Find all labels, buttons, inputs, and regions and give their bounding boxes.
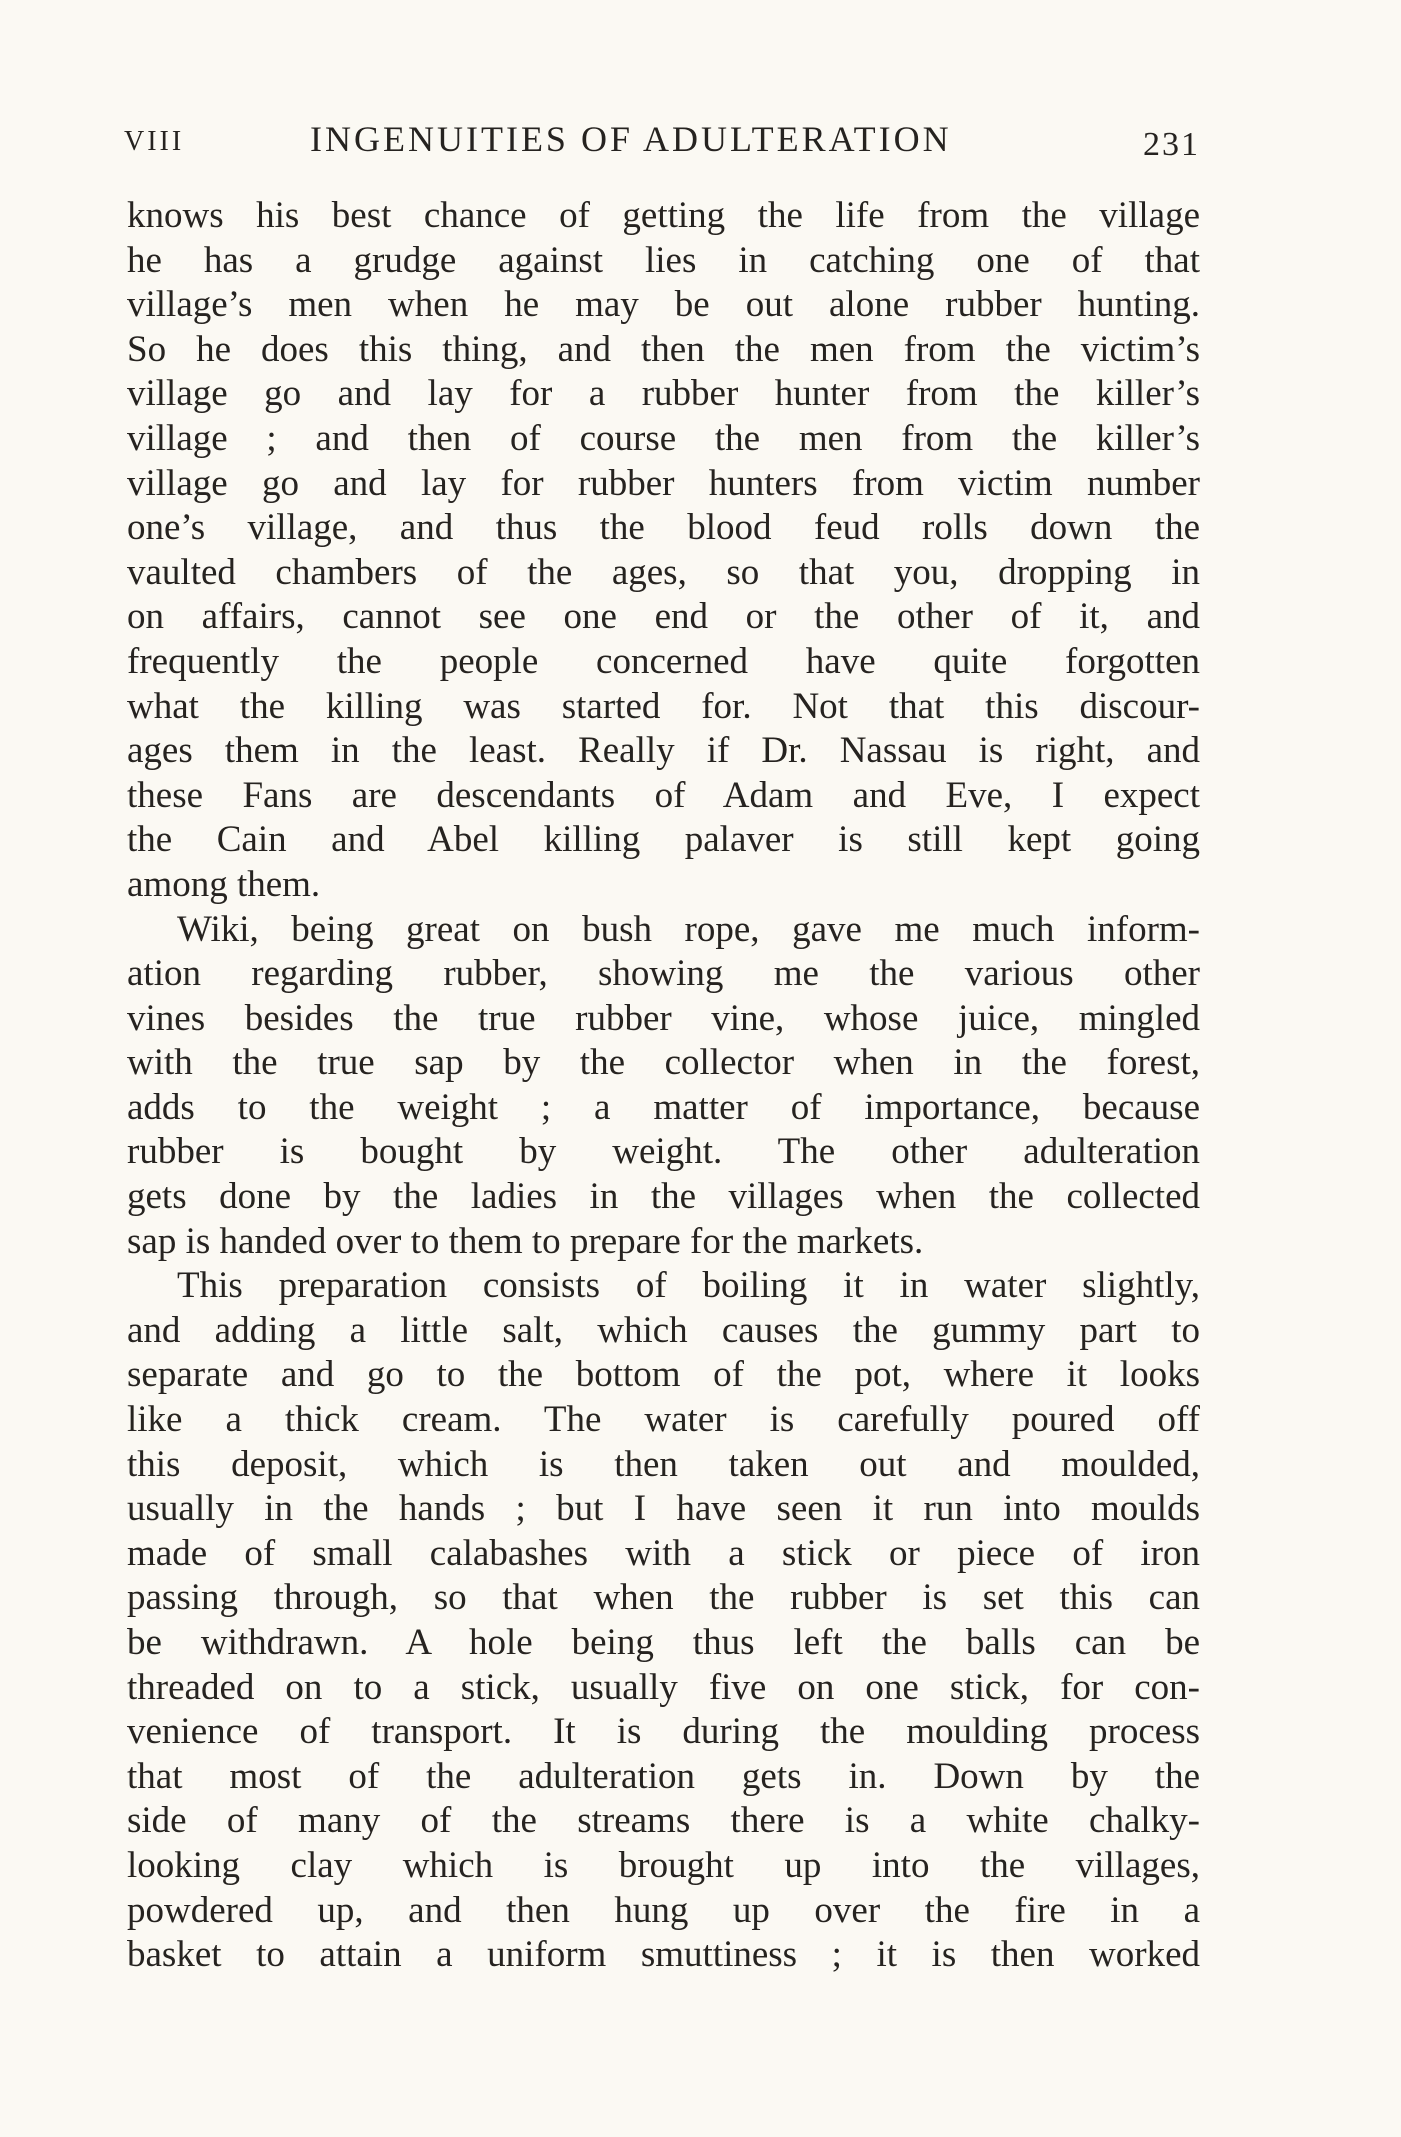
text-line: knows his best chance of getting the life from the village xyxy=(127,195,1200,236)
text-line: frequently the people concerned have quite forgotten xyxy=(127,640,1200,682)
text-line: like a thick cream. The water is carefully poured off xyxy=(127,1399,1200,1441)
text-line: among them. xyxy=(127,863,321,905)
text-line: vines besides the true rubber vine, whose juice, mingled xyxy=(127,997,1200,1039)
text-line: looking clay which is brought up into the villages, xyxy=(127,1844,1200,1886)
text-line: separate and go to the bottom of the pot, where it looks xyxy=(127,1354,1200,1396)
chapter-number: VIII xyxy=(124,126,185,157)
text-line: village’s men when he may be out alone rubber hunting. xyxy=(127,284,1200,326)
text-line: these Fans are descendants of Adam and Eve, I expect xyxy=(127,774,1200,816)
text-line: ation regarding rubber, showing me the various other xyxy=(127,953,1200,995)
running-title: INGENUITIES OF ADULTERATION xyxy=(310,119,952,159)
text-line: So he does this thing, and then the men from the victim’s xyxy=(127,328,1200,370)
text-line: vaulted chambers of the ages, so that you, dropping in xyxy=(127,551,1200,593)
text-line: on affairs, cannot see one end or the other of it, and xyxy=(127,596,1200,638)
text-line: passing through, so that when the rubber is set this can xyxy=(127,1577,1200,1619)
text-line: village go and lay for rubber hunters from victim number xyxy=(127,462,1200,504)
body-text xyxy=(127,194,1200,1978)
text-line: be withdrawn. A hole being thus left the balls can be xyxy=(127,1622,1200,1663)
text-line: the Cain and Abel killing palaver is still kept going xyxy=(127,819,1200,861)
text-line: that most of the adulteration gets in. Down by the xyxy=(127,1755,1200,1797)
text-line: rubber is bought by weight. The other adulteration xyxy=(127,1131,1200,1173)
running-head xyxy=(124,118,1200,168)
text-line: this deposit, which is then taken out and moulded, xyxy=(127,1443,1200,1485)
text-line: village go and lay for a rubber hunter from the killer’s xyxy=(127,373,1200,415)
text-line: what the killing was started for. Not that this discour- xyxy=(127,685,1200,727)
text-line: usually in the hands ; but I have seen it run into moulds xyxy=(127,1488,1200,1530)
text-line: Wiki, being great on bush rope, gave me much inform- xyxy=(177,908,1200,950)
text-line: side of many of the streams there is a white chalky- xyxy=(127,1800,1200,1842)
page-number: 231 xyxy=(1143,126,1200,163)
text-line: made of small calabashes with a stick or piece of iron xyxy=(127,1532,1200,1574)
text-line: adds to the weight ; a matter of importance, because xyxy=(127,1086,1200,1128)
text-line: he has a grudge against lies in catching one of that xyxy=(127,239,1200,281)
text-line: This preparation consists of boiling it in water slightly, xyxy=(177,1265,1200,1307)
text-line: venience of transport. It is during the moulding process xyxy=(127,1711,1200,1753)
text-line: and adding a little salt, which causes the gummy part to xyxy=(127,1309,1200,1351)
text-line: village ; and then of course the men from the killer’s xyxy=(127,417,1200,459)
text-line: powdered up, and then hung up over the fire in a xyxy=(127,1889,1200,1931)
text-line: gets done by the ladies in the villages when the collected xyxy=(127,1176,1200,1218)
text-line: with the true sap by the collector when in the forest, xyxy=(127,1042,1200,1084)
text-line: threaded on to a stick, usually five on one stick, for con- xyxy=(127,1666,1200,1708)
text-line: sap is handed over to them to prepare for the markets. xyxy=(127,1220,924,1262)
text-line: ages them in the least. Really if Dr. Nassau is right, and xyxy=(127,730,1200,772)
text-line: one’s village, and thus the blood feud rolls down the xyxy=(127,507,1200,549)
text-line: basket to attain a uniform smuttiness ; it is then worked xyxy=(127,1934,1200,1976)
